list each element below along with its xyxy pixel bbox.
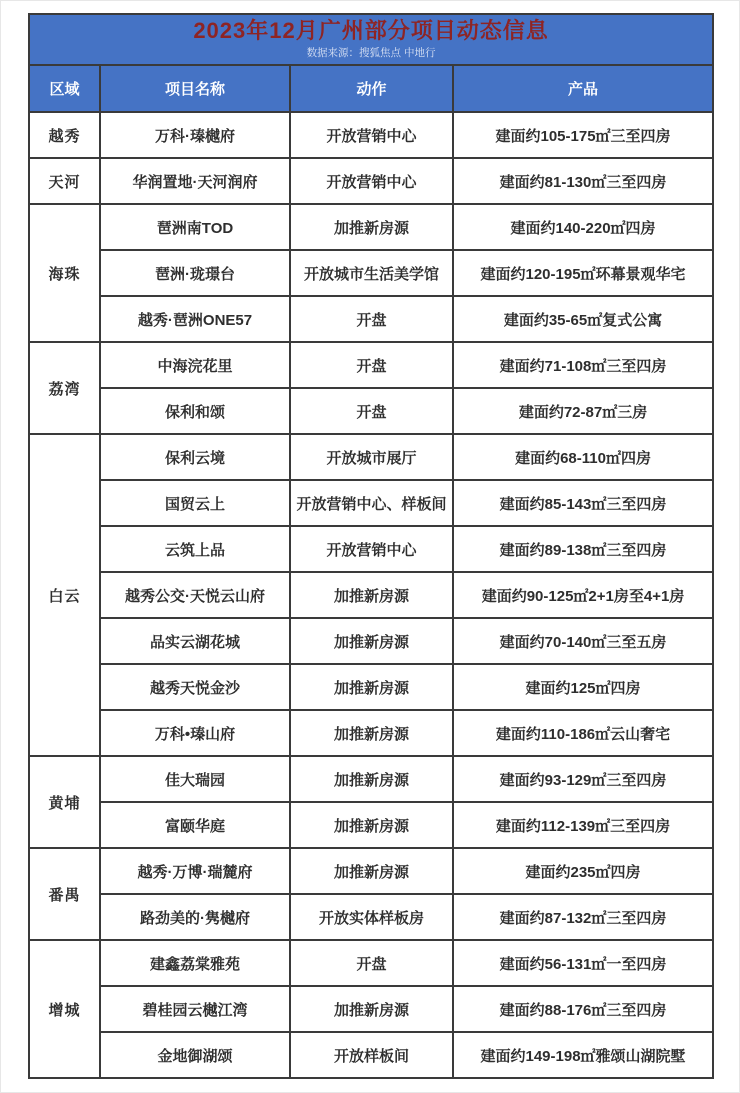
table-row <box>29 664 713 710</box>
product-cell: 建面约112-139㎡三至四房 <box>453 802 713 848</box>
action-cell: 开盘 <box>290 388 453 434</box>
product-cell: 建面约110-186㎡云山奢宅 <box>453 710 713 756</box>
table-row <box>29 756 713 802</box>
product-cell: 建面约56-131㎡一至四房 <box>453 940 713 986</box>
action-cell: 开放营销中心、样板间 <box>290 480 453 526</box>
region-cell: 海珠 <box>29 204 100 342</box>
column-header-project: 项目名称 <box>100 65 290 112</box>
action-cell: 加推新房源 <box>290 664 453 710</box>
product-cell: 建面约85-143㎡三至四房 <box>453 480 713 526</box>
table-row <box>29 112 713 158</box>
product-cell: 建面约125㎡四房 <box>453 664 713 710</box>
action-cell: 开放城市展厅 <box>290 434 453 480</box>
action-cell: 加推新房源 <box>290 710 453 756</box>
table-row <box>29 1032 713 1078</box>
table-row <box>29 342 713 388</box>
project-cell: 中海浣花里 <box>100 342 290 388</box>
project-cell: 琶洲·珑璟台 <box>100 250 290 296</box>
product-cell: 建面约35-65㎡复式公寓 <box>453 296 713 342</box>
table-row <box>29 618 713 664</box>
region-cell: 天河 <box>29 158 100 204</box>
table-row <box>29 940 713 986</box>
project-cell: 保利云境 <box>100 434 290 480</box>
action-cell: 加推新房源 <box>290 756 453 802</box>
table-row <box>29 802 713 848</box>
product-cell: 建面约235㎡四房 <box>453 848 713 894</box>
product-cell: 建面约68-110㎡四房 <box>453 434 713 480</box>
action-cell: 开盘 <box>290 342 453 388</box>
product-cell: 建面约70-140㎡三至五房 <box>453 618 713 664</box>
table-body <box>29 112 713 1078</box>
project-cell: 万科•瑧山府 <box>100 710 290 756</box>
action-cell: 加推新房源 <box>290 618 453 664</box>
project-cell: 琶洲南TOD <box>100 204 290 250</box>
product-cell: 建面约72-87㎡三房 <box>453 388 713 434</box>
project-cell: 品实云湖花城 <box>100 618 290 664</box>
product-cell: 建面约88-176㎡三至四房 <box>453 986 713 1032</box>
project-cell: 万科·瑧樾府 <box>100 112 290 158</box>
action-cell: 加推新房源 <box>290 204 453 250</box>
table-title-block <box>29 14 713 65</box>
column-header-product: 产品 <box>453 65 713 112</box>
project-cell: 越秀公交·天悦云山府 <box>100 572 290 618</box>
project-cell: 建鑫荔棠雅苑 <box>100 940 290 986</box>
project-cell: 越秀天悦金沙 <box>100 664 290 710</box>
action-cell: 开放营销中心 <box>290 526 453 572</box>
table-row <box>29 434 713 480</box>
action-cell: 开放实体样板房 <box>290 894 453 940</box>
project-cell: 保利和颂 <box>100 388 290 434</box>
table-row <box>29 526 713 572</box>
action-cell: 开放样板间 <box>290 1032 453 1078</box>
project-cell: 越秀·琶洲ONE57 <box>100 296 290 342</box>
product-cell: 建面约120-195㎡环幕景观华宅 <box>453 250 713 296</box>
action-cell: 开盘 <box>290 296 453 342</box>
project-cell: 路劲美的·隽樾府 <box>100 894 290 940</box>
project-cell: 越秀·万博·瑞麓府 <box>100 848 290 894</box>
action-cell: 加推新房源 <box>290 848 453 894</box>
region-cell: 白云 <box>29 434 100 756</box>
table-row <box>29 572 713 618</box>
table-row <box>29 158 713 204</box>
table-row <box>29 204 713 250</box>
product-cell: 建面约105-175㎡三至四房 <box>453 112 713 158</box>
data-source-note: 数据来源：搜狐焦点 中地行 <box>306 47 436 60</box>
table-row <box>29 388 713 434</box>
table-row <box>29 296 713 342</box>
region-cell: 增城 <box>29 940 100 1078</box>
product-cell: 建面约149-198㎡雅颂山湖院墅 <box>453 1032 713 1078</box>
table-row <box>29 848 713 894</box>
table-row <box>29 710 713 756</box>
product-cell: 建面约93-129㎡三至四房 <box>453 756 713 802</box>
project-cell: 国贸云上 <box>100 480 290 526</box>
action-cell: 开放营销中心 <box>290 112 453 158</box>
project-cell: 佳大瑞园 <box>100 756 290 802</box>
column-header-row <box>29 65 713 112</box>
region-cell: 荔湾 <box>29 342 100 434</box>
title-row <box>29 14 713 65</box>
column-header-region: 区域 <box>29 65 100 112</box>
action-cell: 开放营销中心 <box>290 158 453 204</box>
product-cell: 建面约140-220㎡四房 <box>453 204 713 250</box>
project-cell: 华润置地·天河润府 <box>100 158 290 204</box>
project-cell: 金地御湖颂 <box>100 1032 290 1078</box>
product-cell: 建面约81-130㎡三至四房 <box>453 158 713 204</box>
page-title: 2023年12月广州部分项目动态信息 <box>193 18 549 43</box>
table-row <box>29 250 713 296</box>
action-cell: 加推新房源 <box>290 802 453 848</box>
action-cell: 加推新房源 <box>290 572 453 618</box>
product-cell: 建面约89-138㎡三至四房 <box>453 526 713 572</box>
action-cell: 加推新房源 <box>290 986 453 1032</box>
product-cell: 建面约87-132㎡三至四房 <box>453 894 713 940</box>
table-row <box>29 894 713 940</box>
table-row <box>29 480 713 526</box>
product-cell: 建面约71-108㎡三至四房 <box>453 342 713 388</box>
product-cell: 建面约90-125㎡2+1房至4+1房 <box>453 572 713 618</box>
action-cell: 开盘 <box>290 940 453 986</box>
action-cell: 开放城市生活美学馆 <box>290 250 453 296</box>
region-cell: 越秀 <box>29 112 100 158</box>
region-cell: 黄埔 <box>29 756 100 848</box>
project-cell: 碧桂园云樾江湾 <box>100 986 290 1032</box>
project-cell: 富颐华庭 <box>100 802 290 848</box>
region-cell: 番禺 <box>29 848 100 940</box>
table-row <box>29 986 713 1032</box>
column-header-action: 动作 <box>290 65 453 112</box>
project-dynamics-table <box>28 13 714 1079</box>
project-cell: 云筑上品 <box>100 526 290 572</box>
